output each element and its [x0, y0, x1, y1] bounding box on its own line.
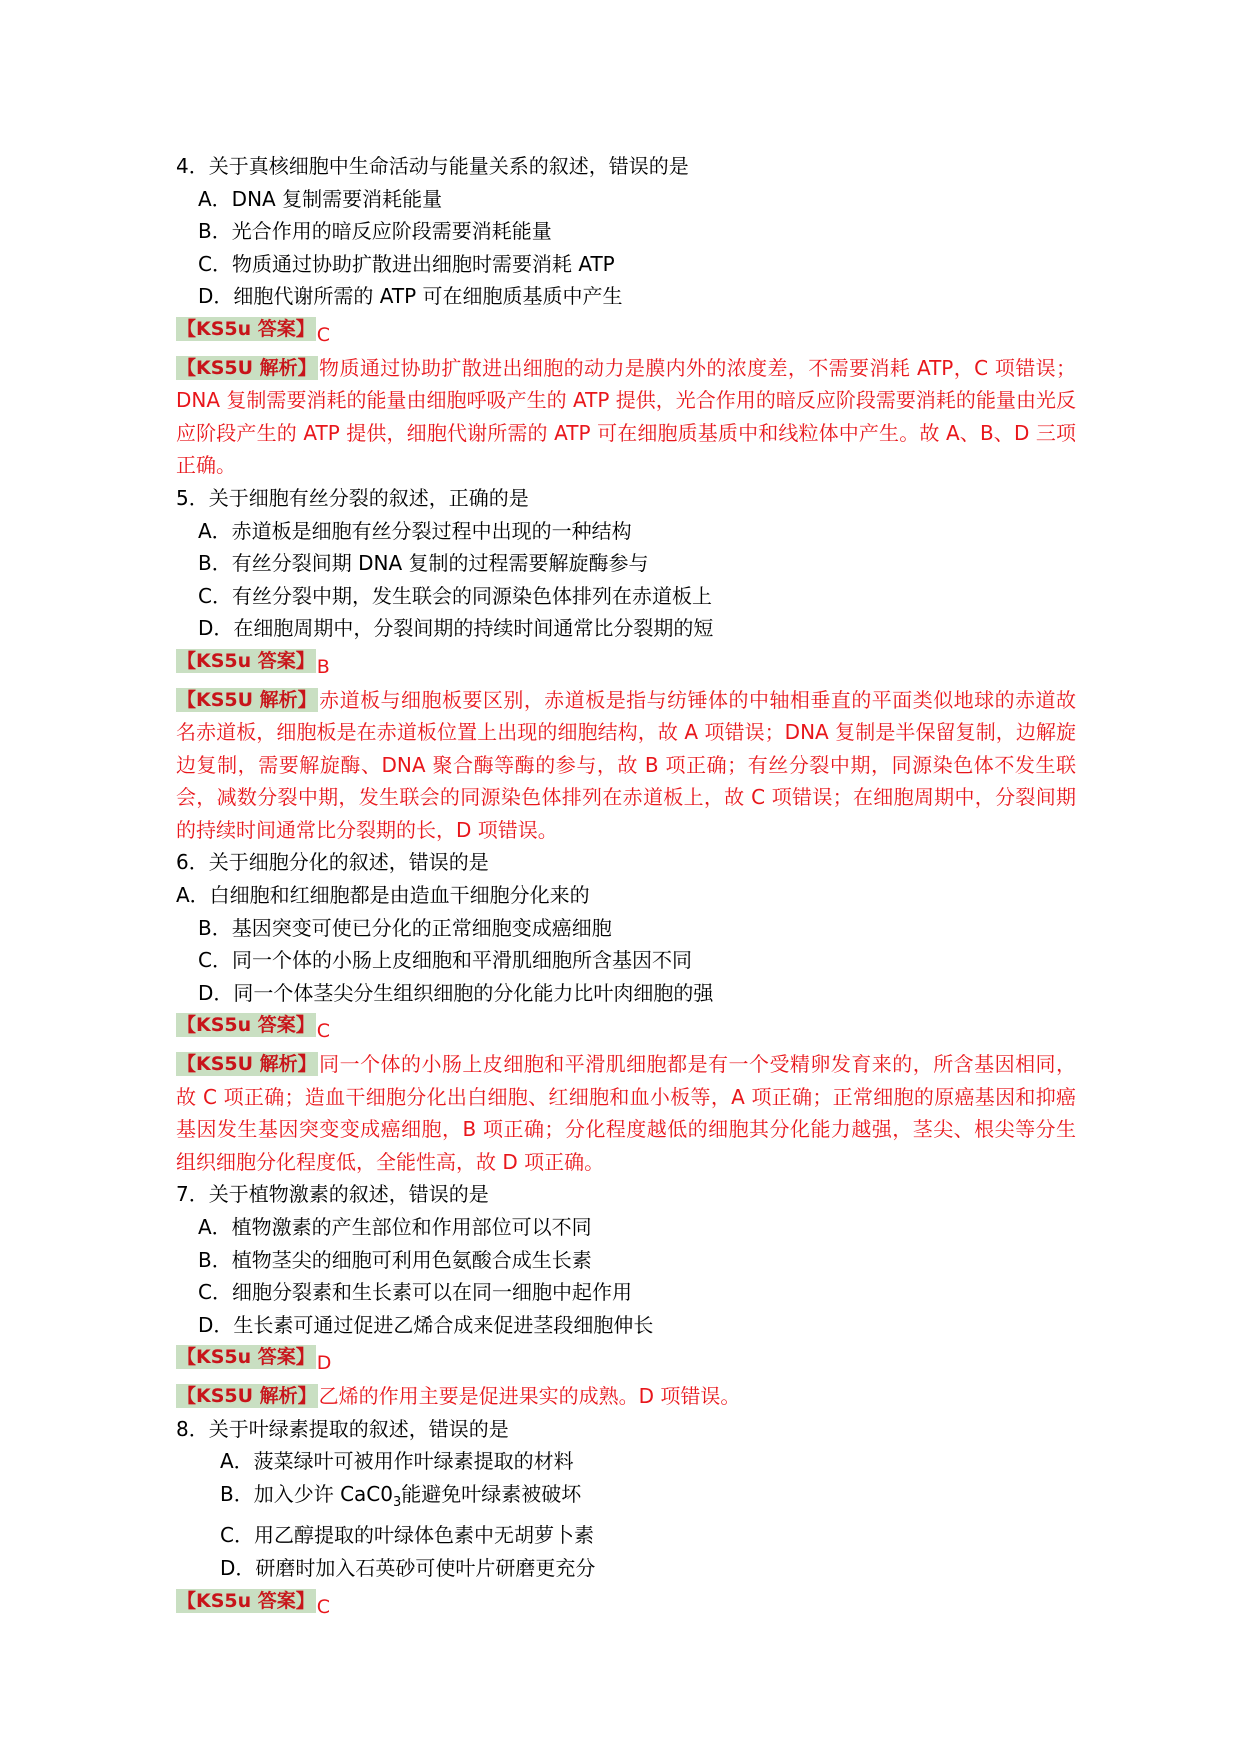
answer-tag: 【KS5u 答案】: [177, 1346, 315, 1369]
answer-tag: 【KS5u 答案】: [177, 1014, 315, 1037]
answer-tag: 【KS5u 答案】: [177, 649, 315, 672]
answer-line: [176, 645, 1076, 684]
option: C．物质通过协助扩散进出细胞时需要消耗 ATP: [198, 251, 615, 276]
option-b-text: B．加入少许 CaC0: [220, 1481, 393, 1506]
question-stem: 4．关于真核细胞中生命活动与能量关系的叙述，错误的是: [176, 154, 689, 178]
option: A．植物激素的产生部位和作用部位可以不同: [198, 1215, 592, 1239]
subscript: 3: [393, 1494, 402, 1510]
option: D．细胞代谢所需的 ATP 可在细胞质基质中产生: [198, 284, 623, 309]
answer-value: D: [316, 1352, 332, 1375]
analysis-text: 赤道板与细胞板要区别，赤道板是指与纺锤体的中轴相垂直的平面类似地球的赤道故名赤道板，细胞板是在赤道板位置上出现的细胞结构，故 A 项错误；DNA 复制是半保留复制，边解旋边复制，需要解旋酶、DNA 聚合酶等酶的参与，故 B 项正确；有丝分裂中期，同源染色体不发生联会，减数分裂中期，发生联会的同源染色体排列在赤道板上，故 C 项错误；在细胞周期中，分裂间期的持续时间通常比分裂期的长，D 项错误。: [176, 687, 1076, 842]
option: B．基因突变可使已分化的正常细胞变成癌细胞: [198, 915, 612, 940]
option: D．研磨时加入石英砂可使叶片研磨更充分: [220, 1555, 596, 1580]
option-b-rest: 能避免叶绿素被破坏: [401, 1481, 582, 1506]
option: A．菠菜绿叶可被用作叶绿素提取的材料: [220, 1449, 574, 1474]
answer-line: [176, 313, 1076, 352]
analysis-tag: 【KS5U 解析】: [177, 1053, 317, 1076]
analysis-paragraph: [176, 1048, 1076, 1178]
answer-value: C: [316, 1020, 331, 1043]
analysis-tag: 【KS5U 解析】: [177, 1384, 317, 1407]
question-stem: 5．关于细胞有丝分裂的叙述，正确的是: [176, 485, 529, 510]
answer-tag: 【KS5u 答案】: [177, 317, 315, 340]
analysis-text: 乙烯的作用主要是促进果实的成熟。D 项错误。: [318, 1383, 741, 1408]
question-stem: 8．关于叶绿素提取的叙述，错误的是: [176, 1416, 509, 1441]
option: A．赤道板是细胞有丝分裂过程中出现的一种结构: [198, 518, 632, 543]
option: D．生长素可通过促进乙烯合成来促进茎段细胞伸长: [198, 1312, 654, 1337]
answer-value: C: [316, 323, 331, 346]
question-stem: 7．关于植物激素的叙述，错误的是: [176, 1182, 489, 1207]
analysis-paragraph: [176, 1380, 1076, 1413]
answer-line: [176, 1585, 1076, 1624]
option: B．光合作用的暗反应阶段需要消耗能量: [198, 219, 552, 244]
option: [176, 1478, 1076, 1520]
option: D．同一个体茎尖分生组织细胞的分化能力比叶肉细胞的强: [198, 980, 714, 1005]
analysis-tag: 【KS5U 解析】: [177, 688, 317, 711]
analysis-paragraph: [176, 684, 1076, 847]
document-page: [176, 150, 1076, 1623]
option: B．有丝分裂间期 DNA 复制的过程需要解旋酶参与: [198, 551, 649, 576]
answer-value: B: [316, 655, 330, 678]
option: C．用乙醇提取的叶绿体色素中无胡萝卜素: [220, 1523, 594, 1548]
option: D．在细胞周期中，分裂间期的持续时间通常比分裂期的短: [198, 616, 714, 641]
option: B．植物茎尖的细胞可利用色氨酸合成生长素: [198, 1247, 592, 1272]
analysis-text: 同一个体的小肠上皮细胞和平滑肌细胞都是有一个受精卵发育来的，所含基因相同，故 C 项正确；造血干细胞分化出白细胞、红细胞和血小板等，A 项正确；正常细胞的原癌基因和抑癌基因发生基因突变变成癌细胞，B 项正确；分化程度越低的细胞其分化能力越强，茎尖、根尖等分生组织细胞分化程度低，全能性高，故 D 项正确。: [176, 1052, 1076, 1174]
answer-value: C: [316, 1595, 331, 1618]
answer-line: [176, 1009, 1076, 1048]
answer-tag: 【KS5u 答案】: [177, 1589, 315, 1612]
analysis-paragraph: [176, 352, 1076, 482]
analysis-text: 物质通过协助扩散进出细胞的动力是膜内外的浓度差，不需要消耗 ATP，C 项错误；DNA 复制需要消耗的能量由细胞呼吸产生的 ATP 提供，光合作用的暗反应阶段需要消耗的能量由光反应阶段产生的 ATP 提供，细胞代谢所需的 ATP 可在细胞质基质中和线粒体中产生。故 A、B、D 三项正确。: [176, 355, 1076, 478]
option: A．白细胞和红细胞都是由造血干细胞分化来的: [176, 883, 590, 908]
option: C．有丝分裂中期，发生联会的同源染色体排列在赤道板上: [198, 583, 712, 608]
analysis-tag: 【KS5U 解析】: [177, 356, 317, 379]
option: A．DNA 复制需要消耗能量: [198, 186, 443, 211]
answer-line: [176, 1341, 1076, 1380]
question-stem: 6．关于细胞分化的叙述，错误的是: [176, 850, 489, 875]
option: C．细胞分裂素和生长素可以在同一细胞中起作用: [198, 1280, 632, 1305]
option: C．同一个体的小肠上皮细胞和平滑肌细胞所含基因不同: [198, 948, 692, 973]
